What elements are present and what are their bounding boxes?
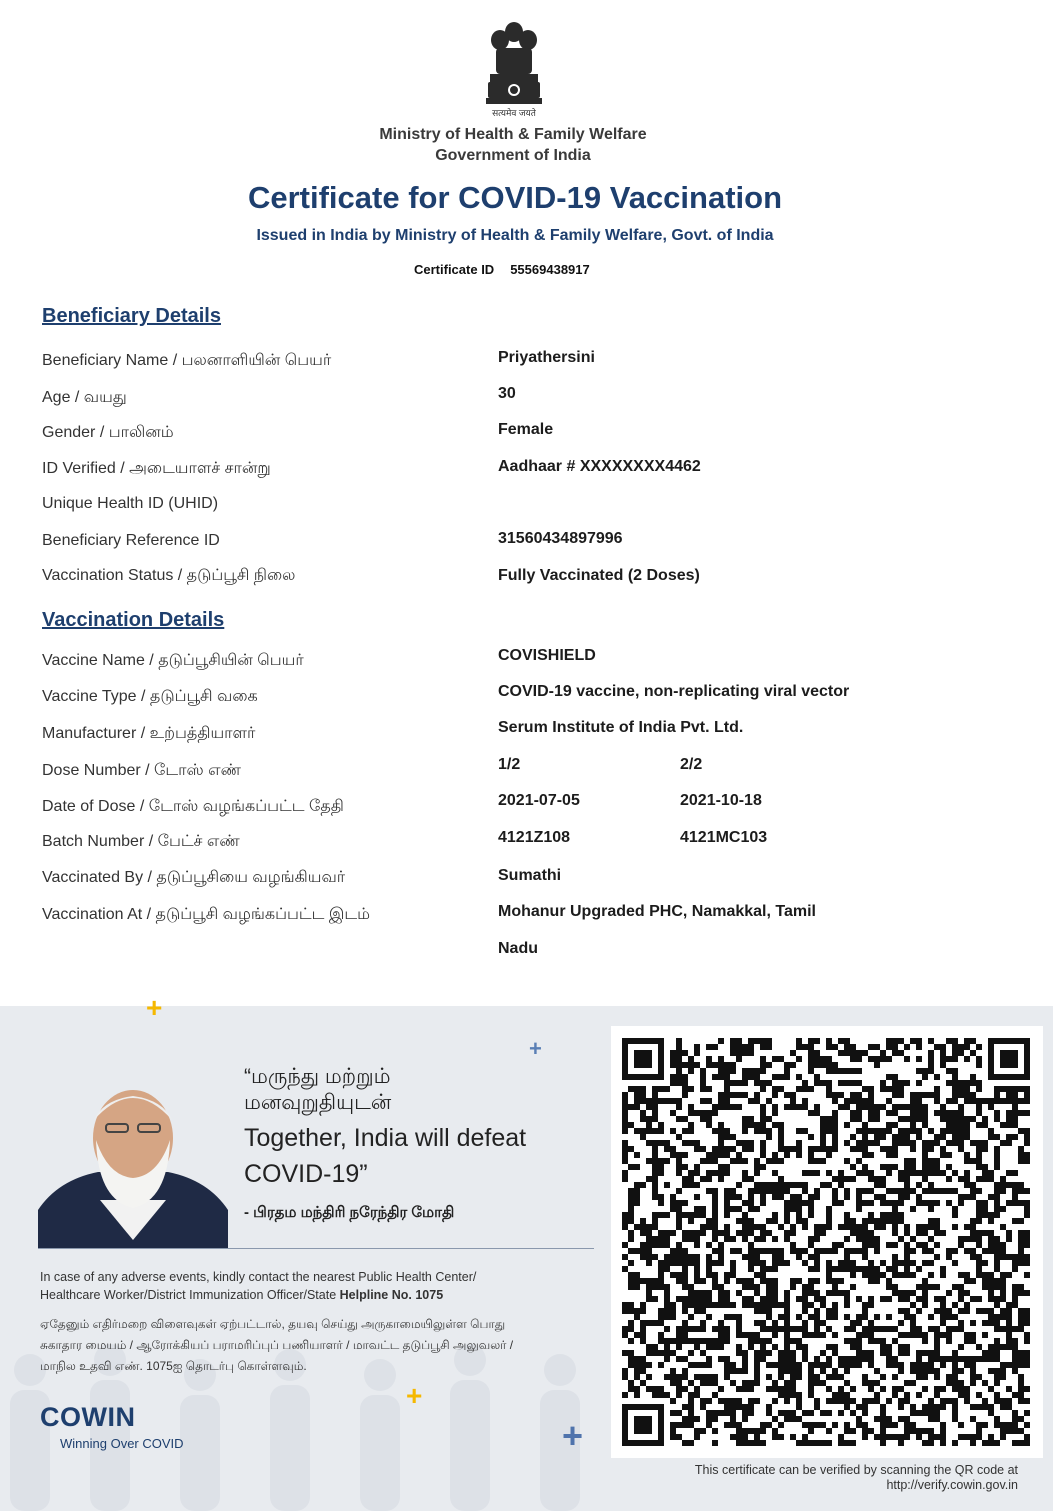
dose-2-number: 2/2 [680,756,703,773]
age-value: 30 [498,385,516,402]
quote-english-line1: Together, India will defeat [244,1124,527,1152]
dose-1-number: 1/2 [498,756,521,773]
adverse-events-note-tamil [40,1314,580,1377]
emblem-motto: सत्यमेव जयते [492,108,536,118]
verification-note [560,1463,1018,1493]
plus-icon: + [406,1380,423,1411]
vaccine-type-label: Vaccine Type / தடுப்பூசி வகை [42,688,258,705]
divider [38,1248,594,1249]
vaccination-status-value: Fully Vaccinated (2 Doses) [498,567,700,584]
id-verified-value: Aadhaar # XXXXXXXX4462 [498,458,701,475]
date-of-dose-label: Date of Dose / டோஸ் வழங்கப்பட்ட தேதி [42,798,344,815]
vaccinated-by-label: Vaccinated By / தடுப்பூசியை வழங்கியவர் [42,869,346,886]
dose-1-date: 2021-07-05 [498,792,580,809]
manufacturer-value: Serum Institute of India Pvt. Ltd. [498,719,744,736]
vaccine-type-value: COVID-19 vaccine, non-replicating viral vector [498,683,850,700]
certificate-title: Certificate for COVID-19 Vaccination [247,180,783,215]
adverse-events-note-english [40,1268,560,1304]
quote-tamil [244,1064,391,1116]
vaccine-name-label: Vaccine Name / தடுப்பூசியின் பெயர் [42,652,304,669]
vaccination-at-value-line1: Mohanur Upgraded PHC, Namakkal, Tamil [498,903,816,920]
age-label: Age / வயது [42,389,127,406]
quote-english-line2: COVID-19” [244,1160,368,1188]
plus-icon: + [529,1036,542,1061]
portrait-photo [38,1080,228,1248]
note-english-line2 [40,1286,560,1304]
certificate-id-value: 55569438917 [510,262,590,277]
dose-2-date: 2021-10-18 [680,792,762,809]
beneficiary-name-label: Beneficiary Name / பலனாளியின் பெயர் [42,352,332,369]
note-tamil-line1: ஏதேனும் எதிர்மறை விளைவுகள் ஏற்பட்டால், தயவு செய்து அருகாமையிலுள்ள பொது [40,1317,506,1331]
certificate-id-row [414,262,590,277]
gender-label: Gender / பாலினம் [42,424,174,441]
vaccination-section-title: Vaccination Details [42,609,225,631]
qr-code[interactable] [622,1038,1030,1446]
beneficiary-name-value: Priyathersini [498,349,595,366]
certificate-id-label: Certificate ID [414,262,495,277]
id-verified-label: ID Verified / அடையாளச் சான்று [42,460,271,477]
plus-icon: + [146,992,163,1023]
note-english-line2-text: Healthcare Worker/District Immunization Officer/State [40,1288,340,1302]
quote-tamil-line1: “மருந்து மற்றும் [244,1065,391,1088]
certificate-subtitle: Issued in India by Ministry of Health & Family Welfare, Govt. of India [256,227,774,244]
beneficiary-section-title: Beneficiary Details [42,305,221,327]
quote-tamil-line2: மனவுறுதியுடன் [244,1091,392,1114]
batch-number-label: Batch Number / பேட்ச் எண் [42,833,240,850]
reference-id-label: Beneficiary Reference ID [42,532,220,549]
ministry-name: Ministry of Health & Family Welfare [379,126,647,143]
vaccine-name-value: COVISHIELD [498,647,596,664]
uhid-label: Unique Health ID (UHID) [42,495,219,512]
gender-value: Female [498,421,554,438]
quote-english [244,1120,584,1192]
vaccination-at-value-line2: Nadu [498,940,538,957]
vaccination-at-label: Vaccination At / தடுப்பூசி வழங்கப்பட்ட இடம் [42,906,370,923]
dose-1-batch: 4121Z108 [498,829,571,846]
dose-number-label: Dose Number / டோஸ் எண் [42,762,241,779]
note-tamil-line2: சுகாதார மையம் / ஆரோக்கியப் பராமரிப்புப் பணியாளர் / மாவட்ட தடுப்பூசி அலுவலர் / [40,1338,514,1352]
dose-2-batch: 4121MC103 [680,829,768,846]
cowin-tagline: Winning Over COVID [60,1436,184,1451]
vaccination-status-label: Vaccination Status / தடுப்பூசி நிலை [42,567,296,584]
helpline-number: Helpline No. 1075 [339,1288,444,1302]
manufacturer-label: Manufacturer / உற்பத்தியாளர் [42,725,256,742]
note-tamil-line3: மாநில உதவி எண். 1075ஐ தொடர்பு கொள்ளவும். [40,1359,307,1373]
reference-id-value: 31560434897996 [498,530,623,547]
government-name: Government of India [435,147,591,164]
plus-icon: + [562,1415,584,1456]
vaccinated-by-value: Sumathi [498,867,562,884]
cowin-logo: COWIN [40,1402,136,1432]
quote-attribution: - பிரதம மந்திரி நரேந்திர மோதி [244,1204,455,1221]
verify-url[interactable]: http://verify.cowin.gov.in [886,1478,1018,1492]
note-english-line1: In case of any adverse events, kindly contact the nearest Public Health Center/ [40,1270,477,1284]
verify-line1: This certificate can be verified by scanning the QR code at [694,1463,1018,1477]
